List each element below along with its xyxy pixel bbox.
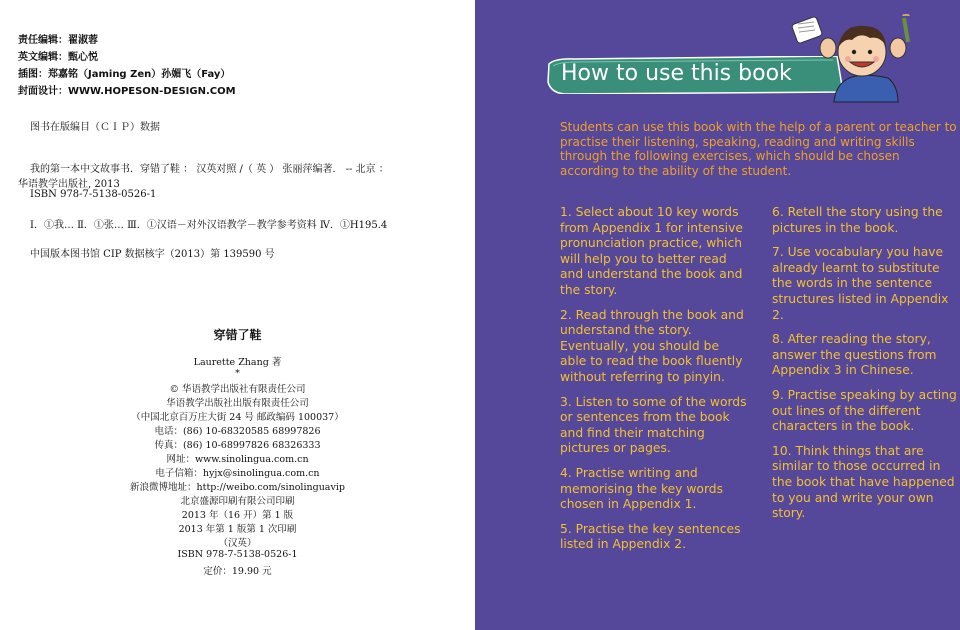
intro-paragraph: Students can use this book with the help of a parent or teacher to practise their listening, speaking, reading and writing skills through the following exercises, which should be chosen according to the ability of the student.: [560, 120, 957, 178]
step-1: 1. Select about 10 key words from Appendix 1 for intensive pronunciation practice, which will help you to better read and understand the book and the story.: [560, 205, 743, 297]
imprint-email: 电子信箱：hyjx@sinolingua.com.cn: [155, 468, 320, 479]
imprint-line: 华语教学出版社出版有限责任公司: [166, 398, 309, 409]
cip-heading: 图书在版编目（ＣＩＰ）数据: [30, 122, 160, 133]
credit-illustrator: 插图：郑嘉铭（Jaming Zen）孙媚飞（Fay）: [18, 69, 231, 80]
step-8: 8. After reading the story, answer the questions from Appendix 3 in Chinese.: [772, 332, 937, 378]
step-2: 2. Read through the book and understand the story. Eventually, you should be able to read the book fluently without referring to pinyin.: [560, 307, 744, 384]
steps-column-left: [560, 205, 748, 562]
step-7: 7. Use vocabulary you have already learnt to substitute the words in the sentence structures listed in Appendix 2.: [772, 245, 949, 322]
imprint-website: 网址：www.sinolingua.com.cn: [166, 454, 309, 465]
step-9: 9. Practise speaking by acting out lines of the different characters in the book.: [772, 387, 957, 434]
imprint-printer: 北京盛源印刷有限公司印刷: [180, 496, 295, 507]
imprint-price: 定价：19.90 元: [203, 566, 272, 577]
credit-editor: 责任编辑：翟淑蓉: [18, 35, 98, 46]
credit-english-editor: 英文编辑：甄心悦: [18, 52, 98, 63]
step-4: 4. Practise writing and memorising the key words chosen in Appendix 1.: [560, 465, 724, 512]
cip-classification: Ⅰ．①我… Ⅱ．①张… Ⅲ．①汉语－对外汉语教学－教学参考资料 Ⅳ．①H195.4: [30, 220, 388, 231]
imprint-language: （汉英）: [218, 538, 257, 549]
imprint-fax: 传真：(86) 10-68997826 68326333: [154, 440, 321, 451]
step-6: 6. Retell the story using the pictures in the book.: [772, 205, 943, 235]
imprint-printing: 2013 年第 1 版第 1 次印刷: [178, 524, 297, 535]
cip-isbn: ISBN 978-7-5138-0526-1: [30, 189, 157, 200]
imprint-line: （中国北京百万庄大街 24 号 邮政编码 100037）: [131, 412, 344, 423]
step-5: 5. Practise the key sentences listed in Appendix 2.: [560, 521, 741, 552]
copyright-page: [0, 0, 475, 630]
step-10: 10. Think things that are similar to those occurred in the book that have happened to you and write your own story.: [772, 443, 955, 521]
imprint-isbn: ISBN 978-7-5138-0526-1: [177, 549, 298, 560]
credit-cover-design: 封面设计：WWW.HOPESON-DESIGN.COM: [18, 86, 236, 97]
imprint-line: © 华语教学出版社有限责任公司: [169, 384, 306, 395]
imprint-phone: 电话：(86) 10-68320585 68997826: [154, 426, 321, 437]
step-3: 3. Listen to some of the words or sentences from the book and find their matching pictures or pages.: [560, 394, 747, 456]
imprint-weibo: 新浪微博地址：http://weibo.com/sinolinguavip: [130, 482, 345, 493]
cip-line: 华语教学出版社, 2013: [18, 179, 120, 190]
page-title: How to use this book: [561, 61, 792, 86]
cip-line: 我的第一本中文故事书．穿错了鞋 ： 汉英对照 /（ 英 ） 张丽萍编著． -- 北京 ：: [30, 164, 389, 175]
cip-record-number: 中国版本图书馆 CIP 数据核字（2013）第 139590 号: [30, 249, 275, 260]
steps-column-right: [772, 205, 958, 531]
book-title: 穿错了鞋: [213, 328, 262, 342]
imprint-edition: 2013 年（16 开）第 1 版: [181, 510, 294, 521]
separator-star: *: [235, 368, 240, 379]
reading-boy-illustration: [786, 14, 926, 104]
author: Laurette Zhang 著: [193, 357, 282, 368]
